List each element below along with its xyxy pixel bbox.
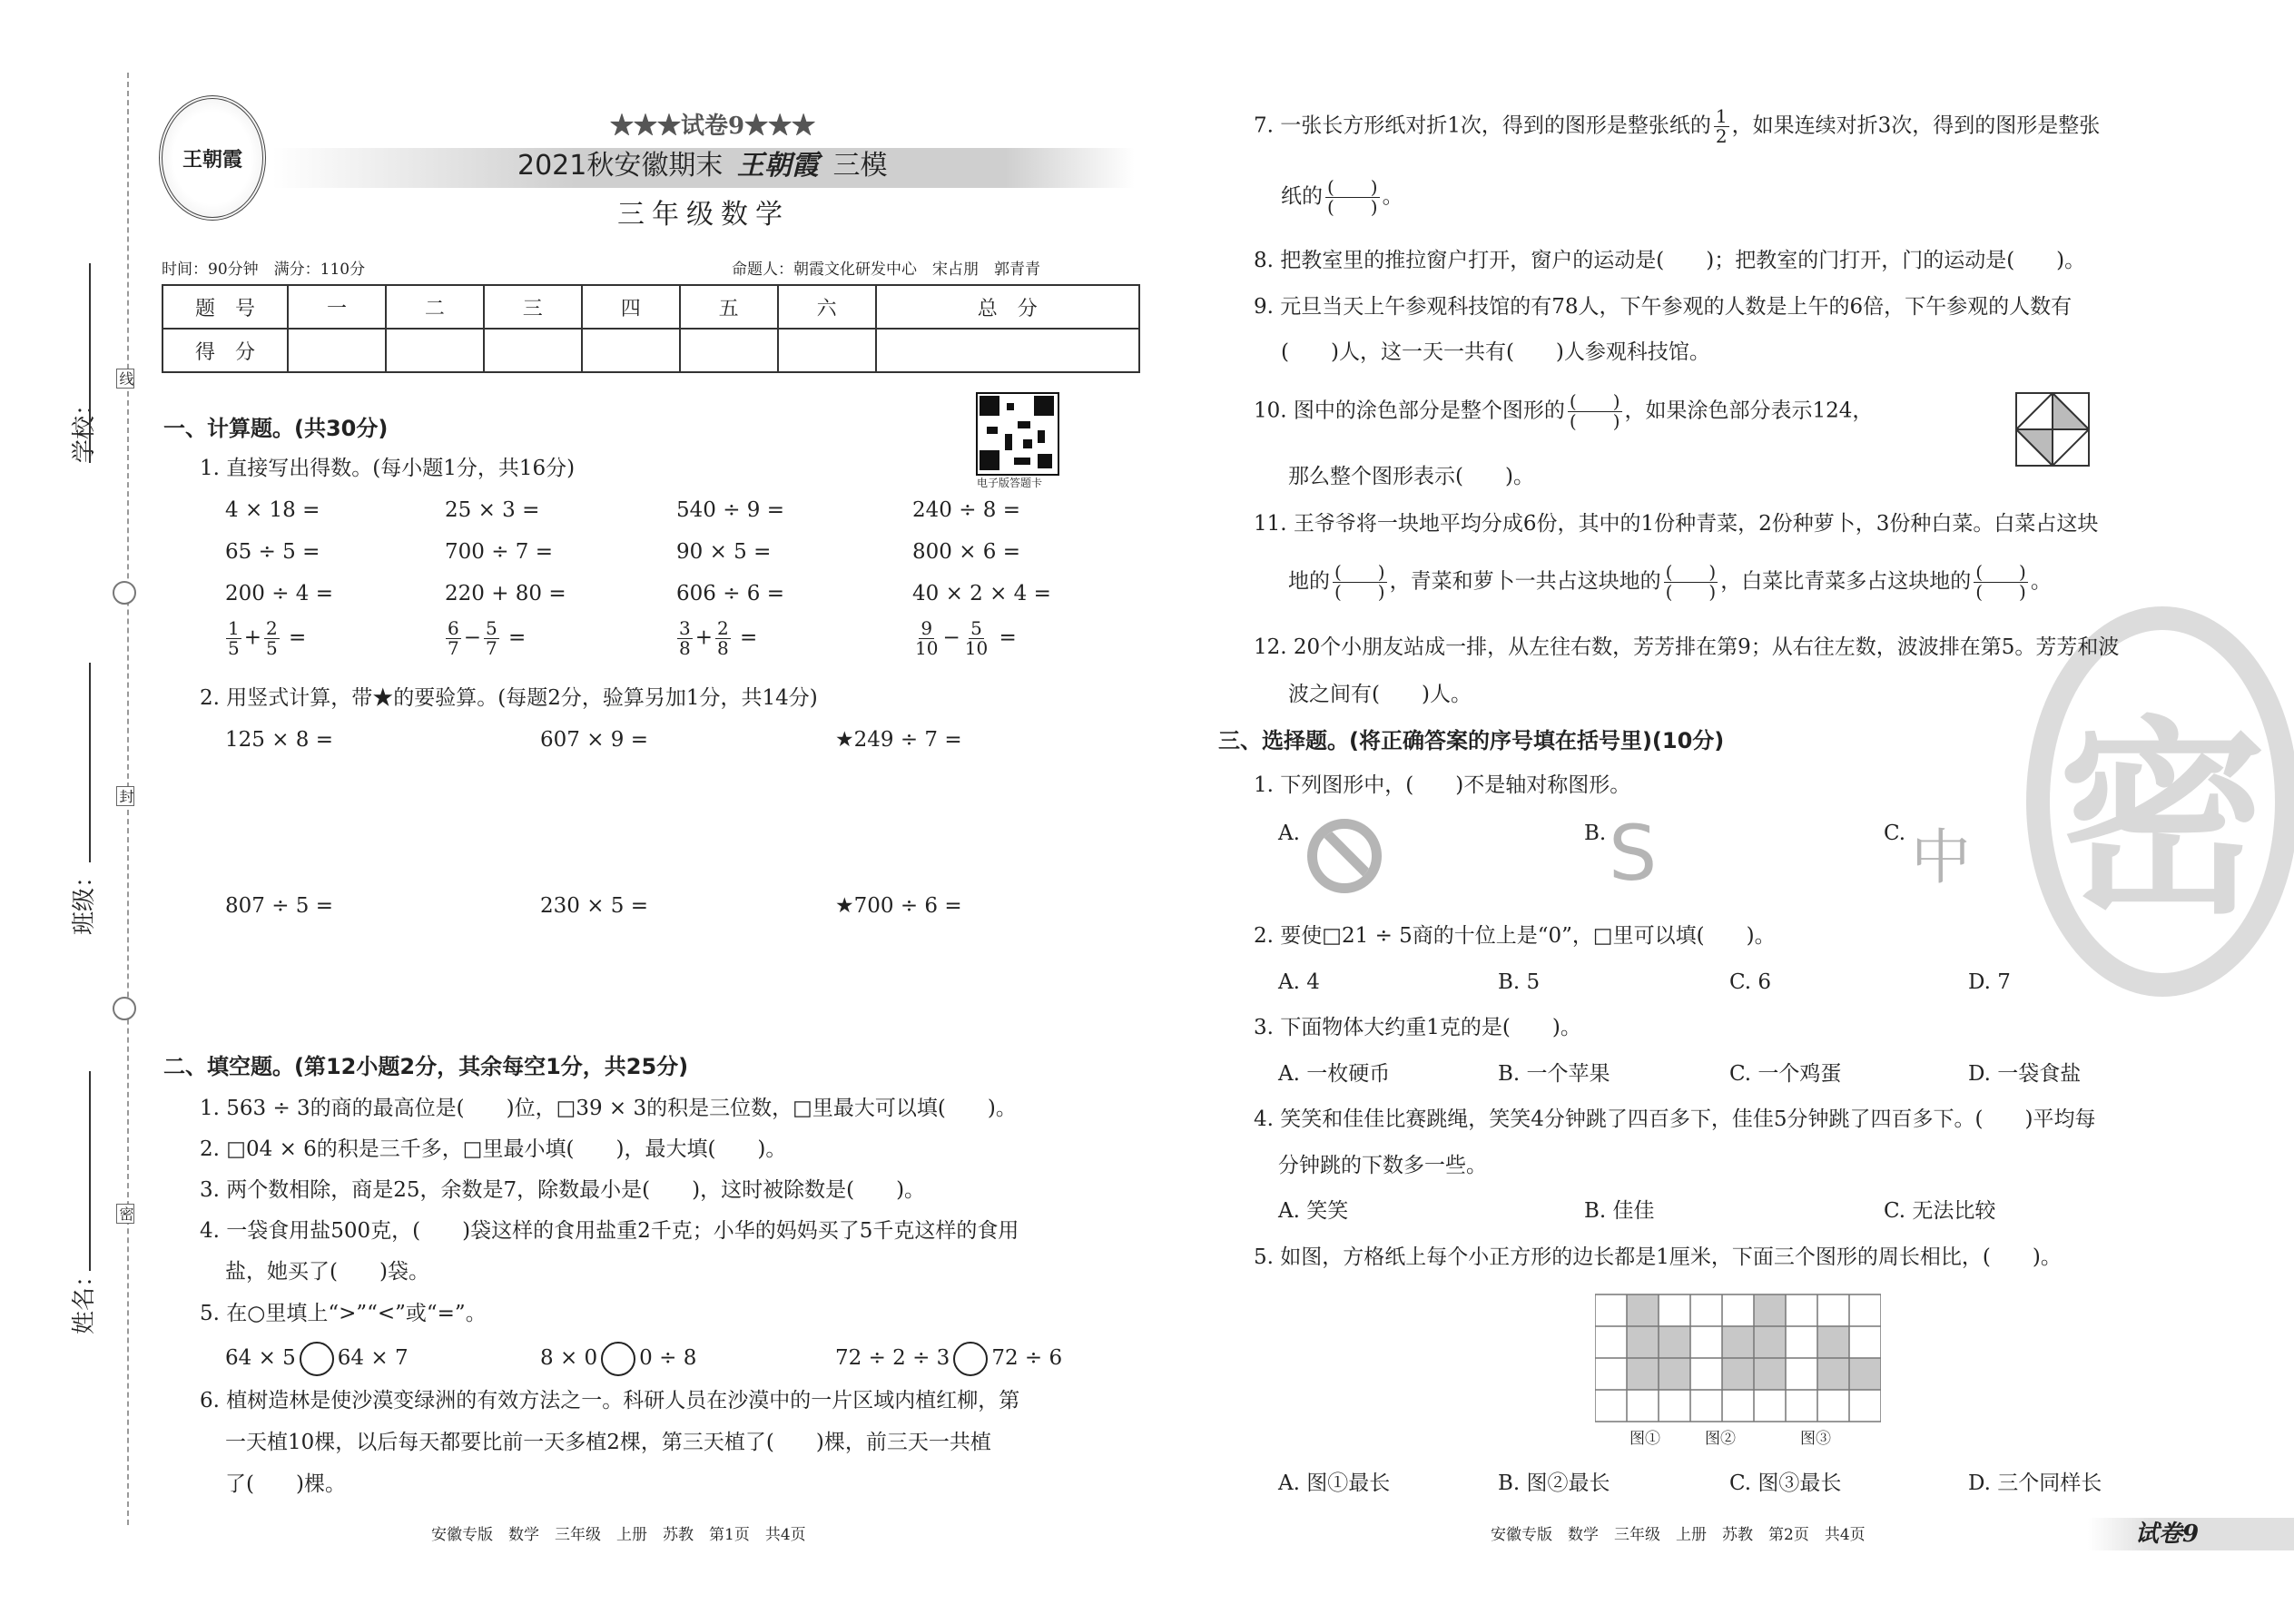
no-entry-icon xyxy=(1307,819,1382,893)
score-header-cell: 二 xyxy=(386,285,484,329)
fill-q4-line2: 盐，她买了( )袋。 xyxy=(225,1260,429,1284)
choice-option[interactable]: C. 图③最长 xyxy=(1729,1471,1842,1495)
q10-shaded-figure xyxy=(2015,392,2090,467)
choice-option[interactable]: C. xyxy=(1884,822,1906,845)
secret-watermark-glyph: 密 xyxy=(2057,699,2267,942)
choice-option[interactable]: D. 一袋食盐 xyxy=(1968,1062,2082,1086)
fraction-blank[interactable]: $\frac{( )}{( )}$ xyxy=(1665,561,1717,603)
fill-q9-line2: ( )人，这一天一共有( )人参观科技馆。 xyxy=(1281,340,1710,364)
exam-title-pre: 2021秋安徽期末 xyxy=(517,150,724,182)
grid-shaded-cell xyxy=(1754,1358,1786,1390)
class-label: 班级： xyxy=(71,863,98,935)
fill-q7-line2: 纸的 $\frac{( )}{( )}$ 。 xyxy=(1281,176,1403,218)
footer-left: 安徽专版 数学 三年级 上册 苏教 第1页 共4页 xyxy=(431,1526,806,1544)
grid-shaded-cell xyxy=(1627,1326,1659,1358)
subject-title: 三年级数学 xyxy=(617,199,790,231)
figure-label: 图③ xyxy=(1800,1430,1831,1448)
score-header-cell: 题 号 xyxy=(162,285,288,329)
exam-title-logo: 王朝霞 xyxy=(736,150,819,182)
qr-code[interactable] xyxy=(976,392,1059,476)
fraction-blank[interactable]: $\frac{( )}{( )}$ xyxy=(1975,561,2026,603)
fill-q8: 8. 把教室里的推拉窗户打开，窗户的运动是( )；把教室的门打开，门的运动是( )。 xyxy=(1254,249,2086,272)
grid-shaded-cell xyxy=(1722,1326,1754,1358)
choice-q4-line2: 分钟跳的下数多一些。 xyxy=(1278,1154,1487,1177)
choice-option[interactable]: C. 无法比较 xyxy=(1884,1199,1996,1223)
grid-shaded-cell xyxy=(1817,1358,1849,1390)
choice-q1: 1. 下列图形中，( )不是轴对称图形。 xyxy=(1254,773,1631,797)
fill-q3: 3. 两个数相除，商是25，余数是7，除数最小是( )，这时被除数是( )。 xyxy=(200,1178,926,1202)
choice-q3: 3. 下面物体大约重1克的是( )。 xyxy=(1254,1016,1581,1039)
fill-q9-line1: 9. 元旦当天上午参观科技馆的有78人，下午参观的人数是上午的6倍，下午参观的人数有 xyxy=(1254,295,2072,319)
exam-title xyxy=(517,150,888,182)
fill-q11-line1: 11. 王爷爷将一块地平均分成6份，其中的1份种青菜，2份种萝卜，3份种白菜。白菜占这块 xyxy=(1254,512,2099,536)
choice-q4-line1: 4. 笑笑和佳佳比赛跳绳，笑笑4分钟跳了四百多下，佳佳5分钟跳了四百多下。( )平均每 xyxy=(1254,1107,2096,1131)
fill-q5: 5. 在○里填上“>”“<”或“=”。 xyxy=(200,1302,487,1325)
score-header-cell: 总 分 xyxy=(876,285,1139,329)
score-header-cell: 一 xyxy=(288,285,386,329)
choice-option[interactable]: D. 三个同样长 xyxy=(1968,1471,2102,1495)
fraction-blank[interactable]: $\frac{( )}{( )}$ xyxy=(1569,390,1620,432)
time-info: 时间：90分钟 满分：110分 xyxy=(162,261,366,279)
choice-option[interactable]: B. 一个苹果 xyxy=(1498,1062,1610,1086)
grid-shaded-cell xyxy=(1817,1326,1849,1358)
score-table xyxy=(162,284,1140,373)
class-field[interactable] xyxy=(89,663,91,862)
fill-q6-line1: 6. 植树造林是使沙漠变绿洲的有效方法之一。科研人员在沙漠中的一片区域内植红柳，第 xyxy=(200,1389,1020,1412)
fill-q10-line2: 那么整个图形表示( )。 xyxy=(1288,465,1534,488)
fill-q4-line1: 4. 一袋食用盐500克，( )袋这样的食用盐重2千克；小华的妈妈买了5千克这样的食用 xyxy=(200,1219,1019,1243)
score-row-label: 得 分 xyxy=(162,329,288,372)
choice-option[interactable]: D. 7 xyxy=(1968,970,2011,994)
compare-circle-input[interactable] xyxy=(601,1342,635,1376)
binding-hole-2 xyxy=(113,997,136,1020)
oral-calc-item: 540 ÷ 9 = xyxy=(676,498,785,522)
vertical-calc-item: 607 × 9 = xyxy=(540,728,649,752)
vertical-calc-item: 125 × 8 = xyxy=(225,728,334,752)
compare-circle-input[interactable] xyxy=(300,1342,334,1376)
fraction-calc-item: $\frac{1}{5}$ + $\frac{2}{5}$ = xyxy=(228,617,307,659)
oral-calc-item: 65 ÷ 5 = xyxy=(225,540,320,564)
grid-shaded-cell xyxy=(1659,1326,1690,1358)
fill-q6-line2: 一天植10棵，以后每天都要比前一天多植2棵，第三天植了( )棵，前三天一共植 xyxy=(225,1431,991,1454)
perimeter-grid-figure xyxy=(1595,1293,1881,1424)
grid-shaded-cell xyxy=(1659,1358,1690,1390)
choice-q5: 5. 如图，方格纸上每个小正方形的边长都是1厘米，下面三个图形的周长相比，( )。 xyxy=(1254,1245,2062,1269)
name-label: 姓名： xyxy=(71,1263,98,1334)
vertical-calc-item: ★249 ÷ 7 = xyxy=(835,728,962,752)
oral-calc-item: 25 × 3 = xyxy=(445,498,540,522)
secret-watermark xyxy=(2026,606,2294,997)
grid-shaded-cell xyxy=(1754,1294,1786,1326)
vertical-calc-item: ★700 ÷ 6 = xyxy=(835,894,962,918)
score-header-cell: 三 xyxy=(484,285,582,329)
oral-calc-item: 200 ÷ 4 = xyxy=(225,582,334,605)
qr-caption: 电子版答题卡 xyxy=(977,477,1043,489)
score-table-score-row xyxy=(162,329,1139,372)
oral-calc-item: 220 + 80 = xyxy=(445,582,566,605)
fraction-calc-item: $\frac{9}{10}$ − $\frac{5}{10}$ = xyxy=(915,617,1017,659)
authors: 命题人：朝霞文化研发中心 宋占朋 郭青青 xyxy=(732,261,1040,279)
compare-item: 72 ÷ 2 ÷ 3 72 ÷ 6 xyxy=(835,1342,1062,1376)
name-field[interactable] xyxy=(89,1071,91,1271)
choice-option[interactable]: A. xyxy=(1278,822,1300,845)
section3-title: 三、选择题。(将正确答案的序号填在括号里)(10分) xyxy=(1218,728,1725,753)
choice-q2: 2. 要使□21 ÷ 5商的十位上是“0”，□里可以填( )。 xyxy=(1254,924,1776,948)
binding-hole-1 xyxy=(113,581,136,605)
grid-shaded-cell xyxy=(1627,1358,1659,1390)
footer-badge: 试卷9 xyxy=(2135,1521,2200,1548)
fraction-blank[interactable]: $\frac{( )}{( )}$ xyxy=(1334,561,1385,603)
score-header-cell: 五 xyxy=(680,285,778,329)
choice-option[interactable]: B. 佳佳 xyxy=(1584,1199,1655,1223)
binding-mark-seal: 封 xyxy=(116,786,134,806)
binding-mark-line: 线 xyxy=(116,369,134,389)
fill-q12-line1: 12. 20个小朋友站成一排，从左往右数，芳芳排在第9；从右往左数，波波排在第5。芳芳和波 xyxy=(1254,635,2120,659)
fill-q7-line1: 7. 一张长方形纸对折1次，得到的图形是整张纸的 $\frac{1}{2}$ ，如果连续对折3次，得到的图形是整张 xyxy=(1254,105,2101,147)
grid-shaded-cell xyxy=(1627,1294,1659,1326)
score-cell[interactable] xyxy=(386,329,484,372)
figure-label: 图① xyxy=(1629,1430,1660,1448)
section1-title: 一、计算题。(共30分) xyxy=(163,416,389,441)
exam-title-post: 三模 xyxy=(832,150,888,182)
choice-option[interactable]: A. 图①最长 xyxy=(1278,1471,1391,1495)
school-field[interactable] xyxy=(89,263,91,463)
score-cell[interactable] xyxy=(876,329,1139,372)
compare-item: 64 × 5 64 × 7 xyxy=(225,1342,409,1376)
fraction-blank[interactable]: $\frac{( )}{( )}$ xyxy=(1327,176,1378,218)
compare-circle-input[interactable] xyxy=(953,1342,988,1376)
oral-calc-item: 4 × 18 = xyxy=(225,498,320,522)
choice-option[interactable]: A. 4 xyxy=(1278,970,1320,994)
choice-option[interactable]: C. 6 xyxy=(1729,970,1772,994)
grid-shaded-cell xyxy=(1722,1358,1754,1390)
oral-calc-item: 606 ÷ 6 = xyxy=(676,582,785,605)
oral-calc-item: 240 ÷ 8 = xyxy=(912,498,1021,522)
choice-option[interactable]: A. 一枚硬币 xyxy=(1278,1062,1391,1086)
series-label: ★★★试卷9★★★ xyxy=(610,113,816,140)
grid-shaded-cell xyxy=(1849,1358,1881,1390)
footer-right: 安徽专版 数学 三年级 上册 苏教 第2页 共4页 xyxy=(1491,1526,1866,1544)
vertical-calc-item: 230 × 5 = xyxy=(540,894,649,918)
score-header-cell: 六 xyxy=(778,285,876,329)
fraction-calc-item: $\frac{6}{7}$ − $\frac{5}{7}$ = xyxy=(448,617,527,659)
fill-q1: 1. 563 ÷ 3的商的最高位是( )位，□39 × 3的积是三位数，□里最大可以填( )。 xyxy=(200,1097,1017,1120)
choice-option[interactable]: C. 一个鸡蛋 xyxy=(1729,1062,1842,1086)
oral-calc-item: 40 × 2 × 4 = xyxy=(912,582,1051,605)
score-table-header-row xyxy=(162,285,1139,329)
score-cell[interactable] xyxy=(484,329,582,372)
choice-option[interactable]: B. 5 xyxy=(1498,970,1541,994)
oral-calc-item: 800 × 6 = xyxy=(912,540,1021,564)
brand-logo xyxy=(159,95,266,221)
letter-s-icon: S xyxy=(1609,809,1658,898)
vertical-calc-item: 807 ÷ 5 = xyxy=(225,894,334,918)
school-label: 学校： xyxy=(71,391,98,463)
grid-shaded-cell xyxy=(1754,1326,1786,1358)
compare-item: 8 × 0 0 ÷ 8 xyxy=(540,1342,696,1376)
fill-q11-line2: 地的 $\frac{( )}{( )}$ ，青菜和萝卜一共占这块地的 $\frac{( )}{( )}$ ，白菜比青菜多占这块地的 $\frac{( )}{( )}$ 。 xyxy=(1288,561,2052,603)
zhong-char-icon: 中 xyxy=(1911,822,1971,892)
binding-mark-secret: 密 xyxy=(116,1204,134,1224)
fraction-calc-item: $\frac{3}{8}$ + $\frac{2}{8}$ = xyxy=(679,617,758,659)
brand-logo-text: 王朝霞 xyxy=(182,147,242,172)
score-header-cell: 四 xyxy=(582,285,680,329)
figure-label: 图② xyxy=(1705,1430,1736,1448)
fill-q12-line2: 波之间有( )人。 xyxy=(1288,683,1472,706)
fill-q2: 2. □04 × 6的积是三千多，□里最小填( )，最大填( )。 xyxy=(200,1137,787,1161)
choice-option[interactable]: B. xyxy=(1584,822,1607,845)
section1-q1-title: 1. 直接写出得数。(每小题1分，共16分) xyxy=(200,457,576,480)
section1-q2-title: 2. 用竖式计算，带★的要验算。(每题2分，验算另加1分，共14分) xyxy=(200,686,818,710)
choice-option[interactable]: B. 图②最长 xyxy=(1498,1471,1610,1495)
section2-title: 二、填空题。(第12小题2分，其余每空1分，共25分) xyxy=(163,1054,689,1079)
score-cell[interactable] xyxy=(680,329,778,372)
choice-option[interactable]: A. 笑笑 xyxy=(1278,1199,1349,1223)
fill-q10-line1: 10. 图中的涂色部分是整个图形的 $\frac{( )}{( )}$ ，如果涂色部分表示124， xyxy=(1254,390,1874,432)
oral-calc-item: 90 × 5 = xyxy=(676,540,772,564)
oral-calc-item: 700 ÷ 7 = xyxy=(445,540,554,564)
score-cell[interactable] xyxy=(778,329,876,372)
score-cell[interactable] xyxy=(288,329,386,372)
score-cell[interactable] xyxy=(582,329,680,372)
fill-q6-line3: 了( )棵。 xyxy=(225,1472,346,1496)
